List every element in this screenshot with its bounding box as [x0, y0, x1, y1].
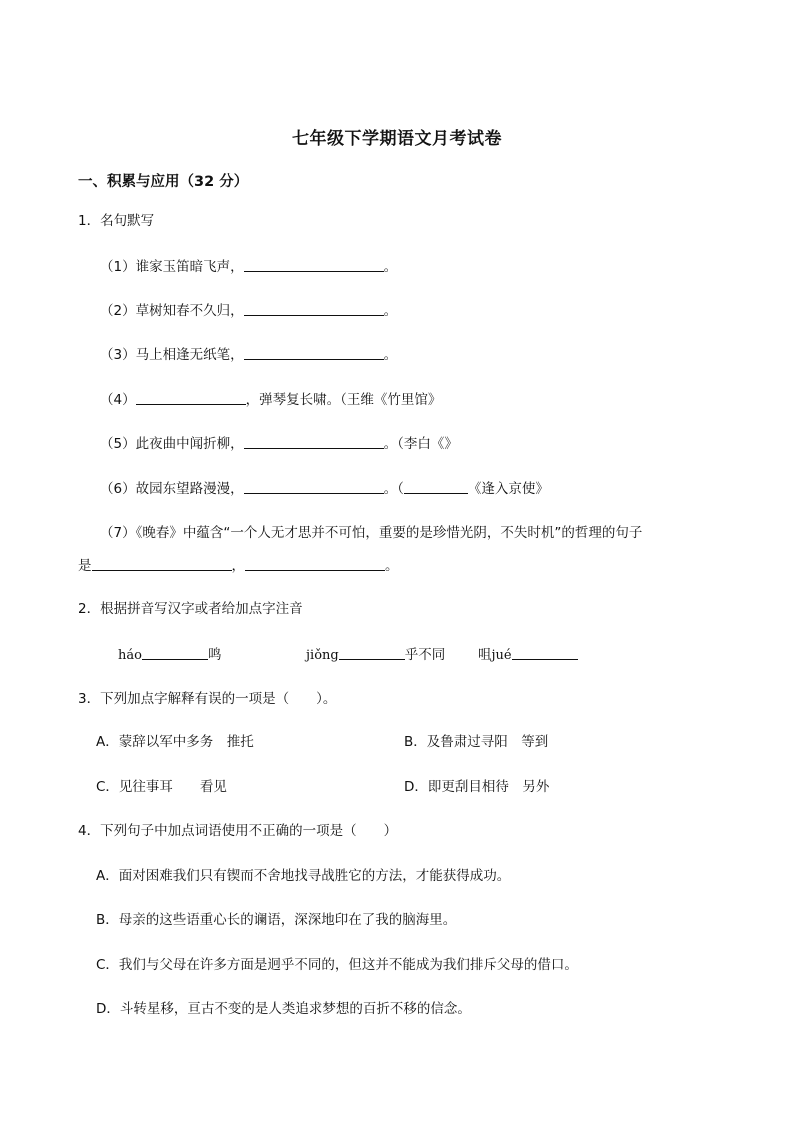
question-3-header: 3．下列加点字解释有误的一项是（ ）。 [78, 691, 337, 707]
q1-item-6 [100, 479, 549, 498]
answer-blank[interactable] [136, 390, 246, 405]
q1-item-7-answer-line [78, 556, 399, 575]
q1-item-7-separator: ， [231, 558, 245, 574]
pinyin-jiong: jiǒng [306, 648, 339, 663]
q2-item-a [118, 645, 221, 665]
q1-item-7: （7）《晚春》中蕴含“一个人无才思并不可怕，重要的是珍惜光阴，不失时机”的哲理的句子 [100, 525, 643, 541]
q2-item-b-chars: 乎不同 [404, 647, 446, 663]
answer-blank[interactable] [244, 257, 384, 272]
q3-option-b[interactable]: B．及鲁肃过寻阳 等到 [404, 734, 549, 750]
q1-item-2 [100, 301, 397, 320]
answer-blank[interactable] [404, 479, 468, 494]
q1-item-2-end: 。 [383, 303, 398, 319]
q1-item-6-prompt: （6）故园东望路漫漫， [100, 481, 244, 497]
q1-item-5-prompt: （5）此夜曲中闻折柳， [100, 436, 244, 452]
q3-option-d[interactable]: D．即更刮目相待 另外 [404, 779, 550, 795]
answer-blank[interactable] [244, 301, 384, 316]
q1-item-3-prompt: （3）马上相逢无纸笔， [100, 347, 244, 363]
q1-item-6-end: 。（ [383, 481, 404, 497]
q1-item-7-prefix: 是 [78, 558, 92, 574]
q4-option-b[interactable]: B．母亲的这些语重心长的谰语，深深地印在了我的脑海里。 [96, 912, 457, 928]
pinyin-hao: háo [118, 648, 142, 663]
answer-blank[interactable] [142, 645, 208, 660]
q1-item-5-end: 。（李白《》 [383, 436, 458, 452]
q1-item-1-prompt: （1）谁家玉笛暗飞声， [100, 259, 244, 275]
q1-item-4-prompt: （4） [100, 392, 136, 408]
section-heading: 一、积累与应用（32 分） [78, 174, 249, 190]
q1-item-7-end: 。 [385, 558, 399, 574]
pinyin-jue: jué [491, 648, 512, 663]
q1-item-5 [100, 434, 458, 453]
answer-blank[interactable] [245, 556, 385, 571]
answer-blank[interactable] [92, 556, 232, 571]
q2-item-b [306, 645, 445, 665]
q3-option-a[interactable]: A．蒙辞以军中多务 推托 [96, 734, 254, 750]
answer-blank[interactable] [339, 645, 405, 660]
q1-item-2-prompt: （2）草树知春不久归， [100, 303, 244, 319]
q4-option-a[interactable]: A．面对困难我们只有锲而不舍地找寻战胜它的方法，才能获得成功。 [96, 868, 511, 884]
q1-item-4-end: ，弹琴复长啸。（王维《竹里馆》 [245, 392, 442, 408]
q1-item-3 [100, 345, 397, 364]
page-title: 七年级下学期语文月考试卷 [292, 129, 502, 149]
question-1-header: 1．名句默写 [78, 213, 155, 229]
answer-blank[interactable] [244, 434, 384, 449]
q1-item-6-source: 《逢入京使》 [467, 481, 549, 497]
q4-option-c[interactable]: C．我们与父母在许多方面是迥乎不同的，但这并不能成为我们排斥父母的借口。 [96, 957, 578, 973]
q2-item-c [478, 645, 578, 665]
answer-blank[interactable] [244, 345, 384, 360]
answer-blank[interactable] [512, 645, 578, 660]
q1-item-1-end: 。 [383, 259, 398, 275]
q4-option-d[interactable]: D．斗转星移，亘古不变的是人类追求梦想的百折不移的信念。 [96, 1001, 471, 1017]
question-4-header: 4．下列句子中加点词语使用不正确的一项是（ ） [78, 823, 398, 839]
answer-blank[interactable] [244, 479, 384, 494]
q1-item-4 [100, 390, 441, 409]
q1-item-3-end: 。 [383, 347, 398, 363]
q2-item-c-char: 咀 [478, 647, 492, 663]
question-2-header: 2．根据拼音写汉字或者给加点字注音 [78, 601, 303, 617]
q3-option-c[interactable]: C．见往事耳 看见 [96, 779, 227, 795]
q2-item-a-char: 鸣 [207, 647, 222, 663]
q1-item-1 [100, 257, 397, 276]
